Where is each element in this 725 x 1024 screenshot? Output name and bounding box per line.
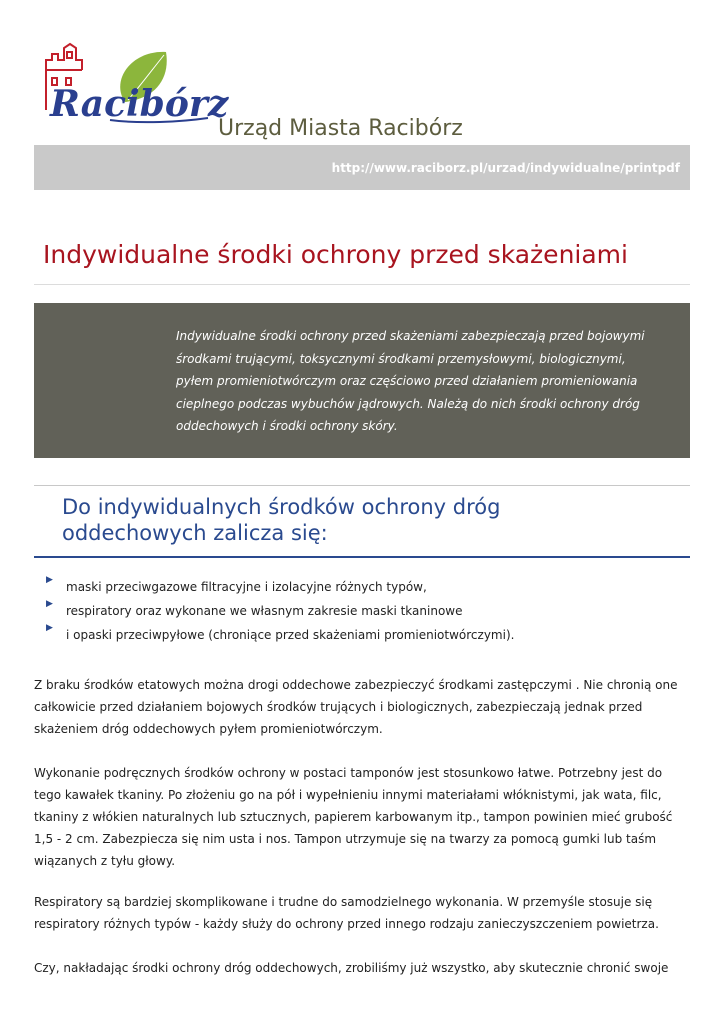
page-title: Indywidualne środki ochrony przed skażeniami — [43, 240, 628, 269]
bullet-arrow-icon: ▶ — [46, 599, 53, 609]
paragraph: Z braku środków etatowych można drogi oddechowe zabezpieczyć środkami zastępczymi . Nie chronią one całkowicie przed działaniem bojowych środków trujących i biologicznych, zabezpieczają jednak przed skażeniem dróg oddechowych pyłem promieniotwórczym. — [34, 678, 678, 736]
bullet-list — [46, 576, 514, 648]
section-divider-top — [34, 485, 690, 486]
site-logo[interactable] — [40, 40, 229, 130]
list-item — [46, 624, 514, 648]
page-url[interactable]: http://www.raciborz.pl/urzad/indywidualne/printpdf — [331, 161, 680, 175]
url-bar — [34, 145, 690, 190]
bullet-arrow-icon: ▶ — [46, 575, 53, 585]
section-heading: Do indywidualnych środków ochrony dróg oddechowych zalicza się: — [62, 495, 501, 545]
logo-tower-icon — [40, 40, 229, 130]
paragraph: Respiratory są bardziej skomplikowane i trudne do samodzielnego wykonania. W przemyśle stosuje się respiratory różnych typów - każdy służy do ochrony przed innego rodzaju zanieczyszczeniem powietrza. — [34, 895, 659, 931]
organization-title: Urząd Miasta Racibórz — [218, 116, 463, 141]
title-divider — [34, 284, 690, 285]
paragraph: Czy, nakładając środki ochrony dróg oddechowych, zrobiliśmy już wszystko, aby skutecznie chronić swoje — [34, 961, 669, 975]
lead-box — [34, 303, 690, 458]
svg-text:Racibórz: Racibórz — [50, 83, 229, 125]
section-divider-bottom — [34, 556, 690, 558]
list-item — [46, 600, 514, 624]
list-item-text: respiratory oraz wykonane we własnym zakresie maski tkaninowe — [66, 604, 463, 618]
list-item-text: maski przeciwgazowe filtracyjne i izolacyjne różnych typów, — [66, 580, 427, 594]
lead-text: Indywidualne środki ochrony przed skażeniami zabezpieczają przed bojowymi środkami trującymi, toksycznymi środkami przemysłowymi, biologicznymi, pyłem promieniotwórczym oraz częściowo przed działaniem promieniowania cieplnego podczas wybuchów jądrowych. Należą do nich środki ochrony dróg oddechowych i środki ochrony skóry. — [176, 329, 645, 433]
list-item-text: i opaski przeciwpyłowe (chroniące przed skażeniami promieniotwórczymi). — [66, 628, 515, 642]
paragraph: Wykonanie podręcznych środków ochrony w postaci tamponów jest stosunkowo łatwe. Potrzebny jest do tego kawałek tkaniny. Po złożeniu go na pół i wypełnieniu innymi materiałami włóknistymi, jak wata, filc, tkaniny z włókien naturalnych lub sztucznych, papierem karbowanym itp., tampon powinien mieć grubość 1,5 - 2 cm. Zabezpiecza się nim usta i nos. Tampon utrzymuje się na twarzy za pomocą gumki lub taśm wiązanych z tyłu głowy. — [34, 766, 673, 868]
bullet-arrow-icon: ▶ — [46, 623, 53, 633]
list-item — [46, 576, 514, 600]
